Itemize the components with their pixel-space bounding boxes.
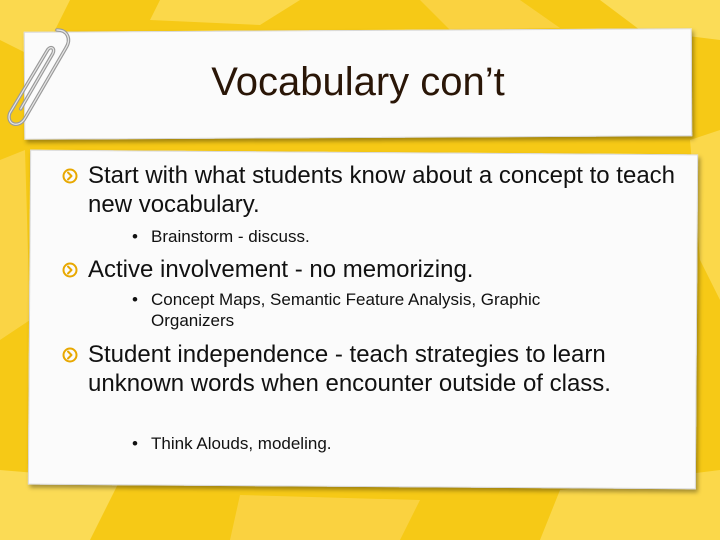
sub-bullet-text: Brainstorm - discuss. [151,227,310,246]
sub-bullet-text: Think Alouds, modeling. [151,434,332,453]
bullet-text: Start with what students know about a concept to teach new vocabulary. [88,162,676,218]
slide-title: Vocabulary con’t [211,60,505,104]
bullet-text: Student independence - teach strategies to learn unknown words when encounter outside of class. [88,341,611,397]
sub-bullet-glyph: • [132,434,138,453]
bullet-item [88,340,678,398]
bullet-item [88,255,678,284]
sub-bullet-item [132,433,651,454]
circled-right-arrow-icon [62,347,78,363]
sub-bullet-text: Concept Maps, Semantic Feature Analysis, Graphic Organizers [151,290,541,330]
bullet-item [88,161,678,219]
sub-bullet-glyph: • [132,290,138,309]
sub-bullet-item [132,289,621,331]
circled-right-arrow-icon [62,168,78,184]
sub-bullet-item [132,226,651,247]
sub-bullet-glyph: • [132,227,138,246]
circled-right-arrow-icon [62,262,78,278]
bullet-text: Active involvement - no memorizing. [88,256,474,283]
